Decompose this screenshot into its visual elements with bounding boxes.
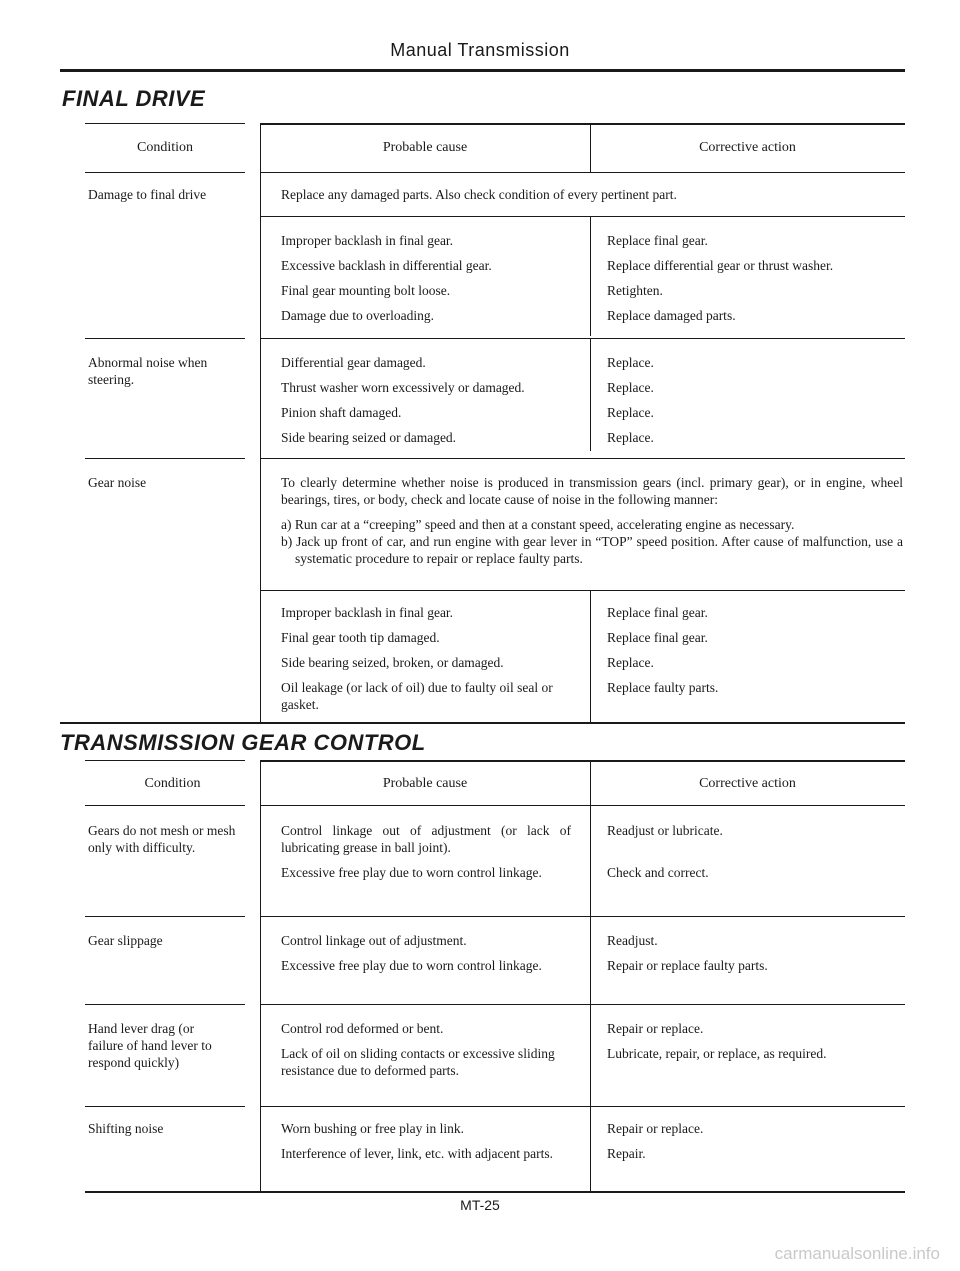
- gc-row1-rule-right: [260, 916, 905, 917]
- cause-item: Control rod deformed or bent.: [281, 1021, 444, 1036]
- gc-row4-causes: [281, 1120, 571, 1170]
- cause-item: Excessive free play due to worn control linkage.: [281, 958, 542, 973]
- gc-vrule-1: [260, 760, 261, 1192]
- fd-row1-note: Replace any damaged parts. Also check condition of every pertinent part.: [281, 187, 677, 202]
- cause-item: Side bearing seized, broken, or damaged.: [281, 655, 504, 670]
- fd-col-cause: Probable cause: [382, 140, 468, 155]
- gc-vrule-2: [590, 760, 591, 1192]
- cause-item: Improper backlash in final gear.: [281, 605, 454, 620]
- fd-row2-condition: Abnormal noise when steering.: [88, 355, 208, 387]
- gc-row2-actions: [607, 932, 902, 982]
- fd-bottom-rule: [60, 722, 905, 724]
- cause-item: Worn bushing or free play in link.: [281, 1121, 465, 1136]
- gc-row3-condition: Hand lever drag (or failure of hand lever to respond quickly): [88, 1021, 212, 1070]
- action-item: Replace faulty parts.: [607, 680, 719, 695]
- gc-row1-condition: Gears do not mesh or mesh only with difficulty.: [88, 823, 236, 855]
- fd-row2-actions: [607, 354, 902, 454]
- cause-item: Improper backlash in final gear.: [281, 233, 454, 248]
- action-item: Replace final gear.: [607, 605, 708, 620]
- header-rule: [60, 69, 905, 72]
- gc-header-rule-right: [260, 805, 905, 806]
- cause-item: Excessive backlash in differential gear.: [281, 258, 492, 273]
- fd-row3-causes: [281, 604, 571, 721]
- fd-vrule-2d: [590, 591, 591, 723]
- gc-col-condition: Condition: [144, 776, 201, 791]
- action-item: Replace final gear.: [607, 233, 708, 248]
- action-item: Repair or replace faulty parts.: [607, 958, 768, 973]
- gc-header-rule-left: [85, 805, 245, 806]
- cause-item: Thrust washer worn excessively or damaged.: [281, 380, 525, 395]
- gc-row4-actions: [607, 1120, 902, 1170]
- cause-item: Interference of lever, link, etc. with adjacent parts.: [281, 1146, 553, 1161]
- fd-header-rule-right: [260, 172, 905, 173]
- fd-vrule-2c: [590, 339, 591, 451]
- gc-row2-rule-right: [260, 1004, 905, 1005]
- cause-item: Lack of oil on sliding contacts or excessive sliding resistance due to deformed parts.: [281, 1046, 555, 1078]
- action-item: Lubricate, repair, or replace, as required.: [607, 1046, 827, 1061]
- cause-item: Differential gear damaged.: [281, 355, 426, 370]
- gc-row1-rule-left: [85, 916, 245, 917]
- action-item: Replace.: [607, 405, 654, 420]
- cause-item: Damage due to overloading.: [281, 308, 434, 323]
- gc-col-action: Corrective action: [699, 776, 796, 791]
- cause-item: Control linkage out of adjustment.: [281, 933, 467, 948]
- action-item: Repair or replace.: [607, 1021, 704, 1036]
- action-item: Replace.: [607, 355, 654, 370]
- gc-row3-rule-right: [260, 1106, 905, 1107]
- action-item: Replace final gear.: [607, 630, 708, 645]
- action-item: Check and correct.: [607, 865, 709, 880]
- fd-row3-subrule: [260, 590, 905, 591]
- cause-item: Final gear tooth tip damaged.: [281, 630, 440, 645]
- fd-row3-condition: Gear noise: [88, 475, 147, 490]
- fd-row3-note: [281, 474, 903, 567]
- fd-row1-subrule: [260, 216, 905, 217]
- fd-row1-rule-left: [85, 338, 245, 339]
- fd-vrule-1: [260, 123, 261, 723]
- fd-top-rule-right: [260, 123, 905, 125]
- cause-item: Excessive free play due to worn control linkage.: [281, 865, 542, 880]
- fd-vrule-2b: [590, 216, 591, 336]
- action-item: Readjust.: [607, 933, 658, 948]
- watermark-text: carmanualsonline.info: [774, 1244, 940, 1263]
- note-paragraph: To clearly determine whether noise is produced in transmission gears (incl. primary gear), or in engine, wheel bearings, tires, or body, check and locate cause of noise in the following manner:: [281, 475, 903, 507]
- note-step-a: a) Run car at a “creeping” speed and then at a constant speed, accelerating engine as necessary.: [281, 517, 795, 532]
- gc-row4-condition: Shifting noise: [88, 1121, 164, 1136]
- fd-top-rule-left: [85, 123, 245, 124]
- fd-col-action: Corrective action: [699, 140, 796, 155]
- fd-row2-rule-left: [85, 458, 245, 459]
- action-item: Replace.: [607, 430, 654, 445]
- fd-row1-actions: [607, 232, 902, 332]
- action-item: Replace.: [607, 655, 654, 670]
- fd-row2-causes: [281, 354, 581, 454]
- fd-row1-causes: [281, 232, 581, 332]
- gc-row2-condition: Gear slippage: [88, 933, 163, 948]
- action-item: Retighten.: [607, 283, 663, 298]
- fd-row1-rule-right: [260, 338, 905, 339]
- gc-row1-causes: [281, 822, 571, 889]
- cause-item: Oil leakage (or lack of oil) due to faulty oil seal or gasket.: [281, 680, 553, 712]
- gc-row2-rule-left: [85, 1004, 245, 1005]
- page-number: MT-25: [460, 1197, 500, 1213]
- gc-row3-actions: [607, 1020, 902, 1070]
- action-item: Replace differential gear or thrust washer.: [607, 258, 834, 273]
- gc-top-rule-right: [260, 760, 905, 762]
- fd-row3-actions: [607, 604, 902, 704]
- gc-bottom-rule: [85, 1191, 905, 1193]
- gc-row1-actions: [607, 822, 902, 889]
- action-item: Replace damaged parts.: [607, 308, 736, 323]
- fd-col-condition: Condition: [136, 140, 193, 155]
- fd-header-rule-left: [85, 172, 245, 173]
- cause-item: Pinion shaft damaged.: [281, 405, 402, 420]
- running-header: Manual Transmission: [390, 40, 570, 60]
- gc-row3-causes: [281, 1020, 571, 1087]
- section-title-gear-control: TRANSMISSION GEAR CONTROL: [60, 730, 426, 755]
- cause-item: Side bearing seized or damaged.: [281, 430, 457, 445]
- gc-col-cause: Probable cause: [382, 776, 468, 791]
- action-item: Readjust or lubricate.: [607, 823, 723, 838]
- fd-row2-rule-right: [260, 458, 905, 459]
- fd-vrule-2: [590, 123, 591, 173]
- fd-row1-condition: Damage to final drive: [88, 187, 207, 202]
- cause-item: Final gear mounting bolt loose.: [281, 283, 451, 298]
- section-title-final-drive: FINAL DRIVE: [62, 86, 206, 111]
- gc-row3-rule-left: [85, 1106, 245, 1107]
- note-step-b: b) Jack up front of car, and run engine with gear lever in “TOP” speed position. After cause of malfunction, use a systematic procedure to repair or replace faulty parts.: [281, 534, 903, 566]
- gc-row2-causes: [281, 932, 571, 982]
- action-item: Replace.: [607, 380, 654, 395]
- action-item: Repair.: [607, 1146, 646, 1161]
- cause-item: Control linkage out of adjustment (or lack of lubricating grease in ball joint).: [281, 823, 571, 855]
- action-item: Repair or replace.: [607, 1121, 704, 1136]
- gc-top-rule-left: [85, 760, 245, 761]
